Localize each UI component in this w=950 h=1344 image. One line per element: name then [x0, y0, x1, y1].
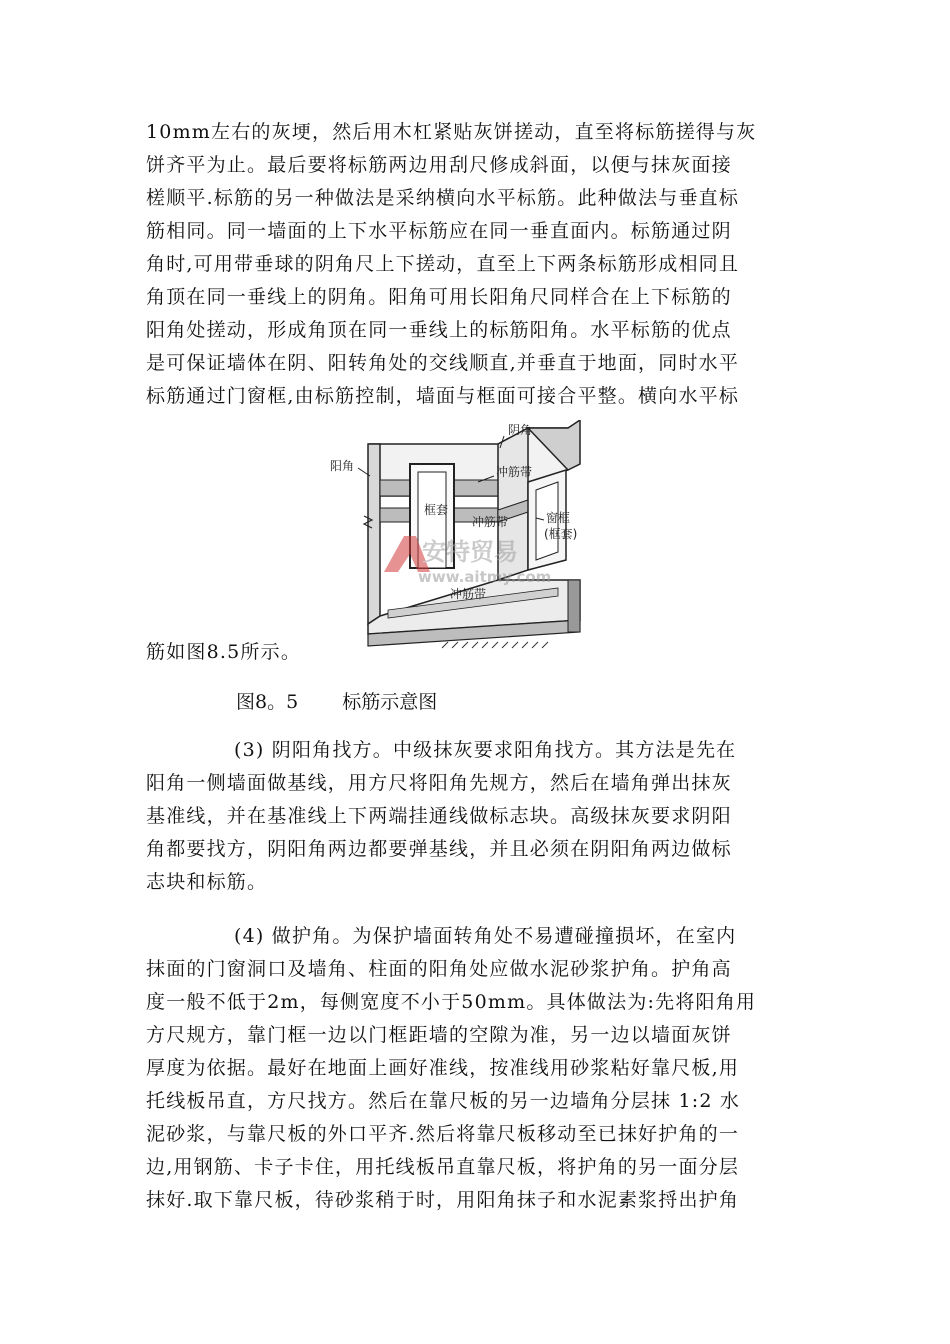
text-line: 是可保证墙体在阴、阳转角处的交线顺直,并垂直于地面，同时水平: [146, 352, 740, 374]
label-kuangtao: 框套: [424, 503, 449, 517]
text-line: 阳角处搓动，形成角顶在同一垂线上的标筋阳角。水平标筋的优点: [146, 319, 732, 341]
label-chongjindai-top: 冲筋带: [496, 465, 533, 479]
text-line: 角都要找方，阴阳角两边都要弹基线，并且必须在阴阳角两边做标: [146, 838, 732, 860]
paragraph-2: [146, 734, 806, 899]
label-chuangkuang: 窗框: [546, 511, 571, 525]
paragraph-1-tail: [146, 636, 806, 669]
label-chongjindai-mid: 冲筋带: [472, 515, 509, 529]
text-line: 边,用钢筋、卡子卡住，用托线板吊直靠尺板，将护角的另一面分层: [146, 1156, 740, 1178]
text-line: 阳角一侧墙面做基线，用方尺将阳角先规方，然后在墙角弹出抹灰: [146, 772, 732, 794]
text-line: (4) 做护角。为保护墙面转角处不易遭碰撞损坏，在室内: [234, 925, 737, 947]
caption-title: 标筋示意图: [342, 691, 438, 713]
text-line: 角顶在同一垂线上的阴角。阳角可用长阳角尺同样合在上下标筋的: [146, 286, 732, 308]
text-line: 10mm左右的灰埂，然后用木杠紧贴灰饼搓动，直至将标筋搓得与灰: [146, 121, 757, 143]
watermark-name: 安特贸易: [422, 538, 518, 566]
text-line: 抹面的门窗洞口及墙角、柱面的阳角处应做水泥砂浆护角。护角高: [146, 958, 732, 980]
text-line: 托线板吊直，方尺找方。然后在靠尺板的另一边墙角分层抹 1:2 水: [146, 1090, 741, 1112]
label-yinjiao: 阴角: [508, 423, 533, 437]
figure-8-5: [318, 420, 618, 656]
text-line: 基准线，并在基准线上下两端挂通线做标志块。高级抹灰要求阴阳: [146, 805, 732, 827]
figure-caption: [236, 686, 437, 719]
wall-diagram: [318, 420, 618, 656]
caption-number: 图8。5: [236, 691, 299, 713]
text-line: 饼齐平为止。最后要将标筋两边用刮尺修成斜面，以便与抹灰面接: [146, 154, 732, 176]
text-line: 槎顺平.标筋的另一种做法是采纳横向水平标筋。此种做法与垂直标: [146, 187, 740, 209]
text-line: (3) 阴阳角找方。中级抹灰要求阳角找方。其方法是先在: [234, 739, 737, 761]
text-line: 标筋通过门窗框,由标筋控制，墙面与框面可接合平整。横向水平标: [146, 385, 740, 407]
watermark-url: www.aitmy.com: [418, 568, 552, 586]
label-yangjiao: 阳角: [330, 459, 355, 473]
text-line: 筋如图8.5所示。: [146, 641, 302, 663]
paragraph-1: [146, 116, 806, 413]
text-line: 抹好.取下靠尺板，待砂浆稍于时，用阳角抹子和水泥素浆捋出护角: [146, 1189, 740, 1211]
label-chongjindai-floor: 冲筋带: [450, 587, 487, 601]
text-line: 厚度为依据。最好在地面上画好准线，按准线用砂浆粘好靠尺板,用: [146, 1057, 740, 1079]
label-kuangtao-paren: (框套): [544, 527, 578, 541]
text-line: 方尺规方，靠门框一边以门框距墙的空隙为准，另一边以墙面灰饼: [146, 1024, 732, 1046]
text-line: 度一般不低于2m，每侧宽度不小于50mm。具体做法为:先将阳角用: [146, 991, 757, 1013]
paragraph-3: [146, 920, 806, 1217]
text-line: 志块和标筋。: [146, 871, 268, 893]
text-line: 泥砂浆，与靠尺板的外口平齐.然后将靠尺板移动至已抹好护角的一: [146, 1123, 740, 1145]
text-line: 筋相同。同一墙面的上下水平标筋应在同一垂直面内。标筋通过阴: [146, 220, 732, 242]
text-line: 角时,可用带垂球的阴角尺上下搓动，直至上下两条标筋形成相同且: [146, 253, 740, 275]
